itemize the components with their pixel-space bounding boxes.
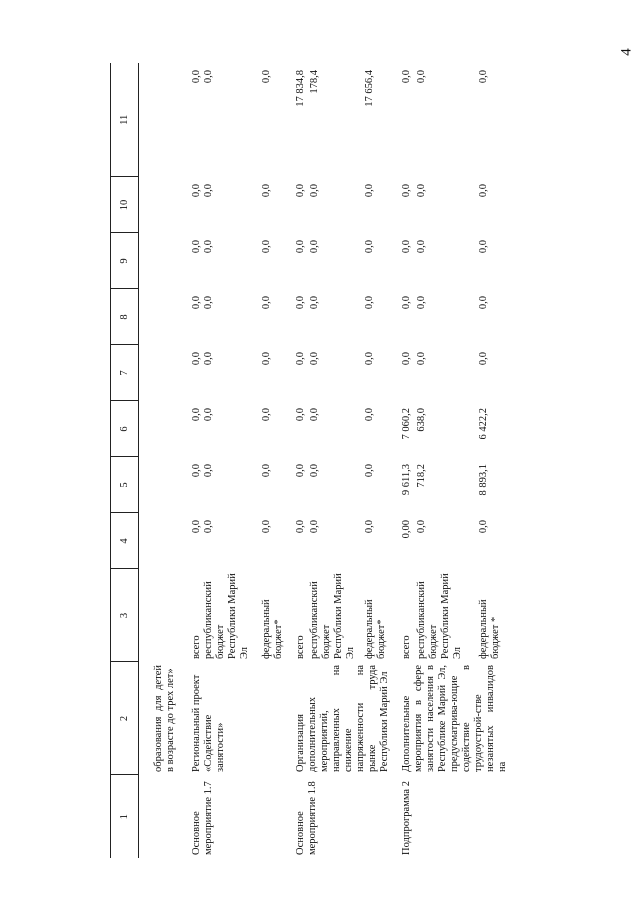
table-cell: 0,0 xyxy=(478,70,490,84)
table-cell: 17 656,4 xyxy=(363,70,375,107)
table-cell: 0,0 xyxy=(203,240,214,254)
table-cell: 0,0 xyxy=(416,296,428,310)
table-header-row xyxy=(111,63,139,858)
column-header: 8 xyxy=(111,289,139,345)
table-cell: 0,0 xyxy=(295,240,306,254)
table-cell: 0,0 xyxy=(416,240,428,254)
table-cell: 0,0 xyxy=(363,352,375,366)
table-cell: 0,0 xyxy=(308,464,320,478)
funding-source: республиканский бюджет Республики Марий Эл xyxy=(203,573,250,659)
column-header: 6 xyxy=(111,401,139,457)
table-cell: 0,0 xyxy=(191,296,202,310)
column-header: 7 xyxy=(111,345,139,401)
table-cell: 0,0 xyxy=(203,184,214,198)
table-cell: 0,0 xyxy=(191,240,202,254)
table-cell: 6 422,2 xyxy=(478,408,490,440)
funding-source: федеральный бюджет* xyxy=(363,599,387,659)
table-cell: 0,0 xyxy=(308,408,320,422)
intro-text: образования для детей в возрасте до трех лет» xyxy=(153,665,176,772)
budget-table xyxy=(110,63,509,858)
column-header: 1 xyxy=(111,775,139,858)
table-cell: 0,0 xyxy=(261,408,272,422)
table-cell: 0,0 xyxy=(478,352,490,366)
section-code: Подпрограмма 2 xyxy=(401,781,412,855)
column-header: 3 xyxy=(111,569,139,662)
table-cell: 0,0 xyxy=(203,352,214,366)
funding-source: федеральный бюджет* xyxy=(261,599,284,659)
table-cell: 0,0 xyxy=(363,520,375,534)
table-cell: 0,0 xyxy=(308,352,320,366)
column-header: 4 xyxy=(111,513,139,569)
funding-source: республиканский бюджет Республики Марий Эл xyxy=(308,573,356,659)
table-cell: 0,0 xyxy=(478,296,490,310)
table-cell: 0,0 xyxy=(203,520,214,534)
table-cell: 8 893,1 xyxy=(478,464,490,496)
funding-source: всего xyxy=(191,635,202,659)
section-name: Региональный проект «Содействие занятости» xyxy=(191,674,226,772)
table-cell: 9 611,3 xyxy=(401,464,412,496)
funding-source: республиканский бюджет Республики Марий Эл xyxy=(416,573,464,659)
table-cell: 0,0 xyxy=(416,352,428,366)
section-name: Организация дополнительных мероприятий, направленных на снижение напряженности на рынке труда Республики Марий Эл xyxy=(295,665,390,772)
table-cell: 0,0 xyxy=(261,352,272,366)
table-cell: 0,0 xyxy=(191,408,202,422)
table-cell: 0,0 xyxy=(308,296,320,310)
table-row xyxy=(191,63,203,858)
page-number: 4 xyxy=(618,48,635,56)
table-cell: 0,0 xyxy=(416,520,428,534)
column-header: 9 xyxy=(111,233,139,289)
table-cell: 0,0 xyxy=(478,520,490,534)
table-row xyxy=(295,63,309,858)
table-cell: 718,2 xyxy=(416,464,428,488)
table-row xyxy=(401,63,416,858)
table-cell: 0,0 xyxy=(295,464,306,478)
section-code: Основное мероприятие 1.8 xyxy=(295,781,318,855)
table-cell: 0,0 xyxy=(401,296,412,310)
table-cell: 0,0 xyxy=(261,520,272,534)
table-cell: 0,0 xyxy=(478,184,490,198)
table-cell: 0,0 xyxy=(363,184,375,198)
funding-source: всего xyxy=(401,635,412,659)
rotated-table-wrapper xyxy=(110,63,538,858)
table-cell: 0,0 xyxy=(203,408,214,422)
table-cell: 0,0 xyxy=(203,70,214,84)
table-cell: 0,0 xyxy=(363,408,375,422)
table-cell: 0,0 xyxy=(308,520,320,534)
table-cell: 0,0 xyxy=(295,352,306,366)
section-name: Дополнительные мероприятия в сфере занятости населения в Республике Марий Эл, предусматрива-ющие содействие в трудоустрой-стве незанятых инвалидов на xyxy=(401,665,508,772)
funding-source: федеральный бюджет * xyxy=(478,599,502,659)
table-cell: 0,0 xyxy=(295,296,306,310)
table-cell: 0,0 xyxy=(191,184,202,198)
table-cell: 0,0 xyxy=(401,70,412,84)
table-cell: 0,0 xyxy=(295,184,306,198)
table-cell: 0,0 xyxy=(191,70,202,84)
table-cell: 0,0 xyxy=(478,240,490,254)
table-cell: 0,0 xyxy=(261,240,272,254)
table-cell: 0,0 xyxy=(363,240,375,254)
table-cell: 0,0 xyxy=(203,464,214,478)
table-cell: 0,0 xyxy=(401,352,412,366)
table-cell: 638,0 xyxy=(416,408,428,432)
table-cell: 0,0 xyxy=(308,240,320,254)
table-cell: 0,0 xyxy=(363,296,375,310)
table-cell: 7 060,2 xyxy=(401,408,412,440)
table-cell: 17 834,8 xyxy=(295,70,306,107)
table-cell: 178,4 xyxy=(308,70,320,94)
funding-source: всего xyxy=(295,635,306,659)
column-header: 5 xyxy=(111,457,139,513)
table-cell: 0,0 xyxy=(191,520,202,534)
intro-row xyxy=(153,63,177,858)
table-cell: 0,0 xyxy=(416,70,428,84)
table-cell: 0,0 xyxy=(261,184,272,198)
table-cell: 0,0 xyxy=(401,184,412,198)
column-header: 2 xyxy=(111,662,139,775)
column-header: 10 xyxy=(111,177,139,233)
table-cell: 0,0 xyxy=(203,296,214,310)
table-cell: 0,00 xyxy=(401,520,412,539)
table-cell: 0,0 xyxy=(191,352,202,366)
table-cell: 0,0 xyxy=(261,464,272,478)
table-cell: 0,0 xyxy=(295,520,306,534)
table-cell: 0,0 xyxy=(295,408,306,422)
column-header: 11 xyxy=(111,63,139,177)
table-cell: 0,0 xyxy=(191,464,202,478)
table-cell: 0,0 xyxy=(416,184,428,198)
table-cell: 0,0 xyxy=(401,240,412,254)
table-cell: 0,0 xyxy=(261,70,272,84)
table-cell: 0,0 xyxy=(363,464,375,478)
table-cell: 0,0 xyxy=(261,296,272,310)
section-code: Основное мероприятие 1.7 xyxy=(191,781,214,855)
table-cell: 0,0 xyxy=(308,184,320,198)
